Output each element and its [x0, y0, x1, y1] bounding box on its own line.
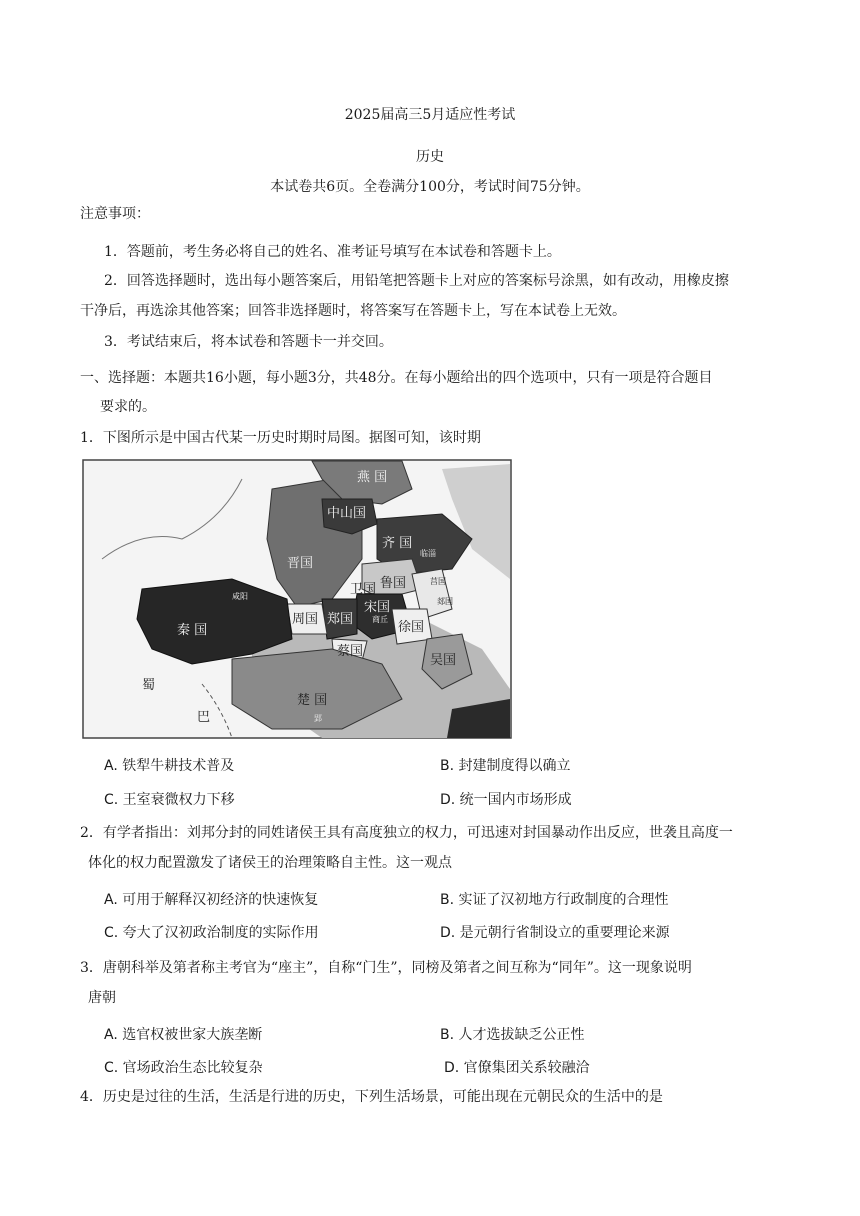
map-label-song: 宋国 — [364, 600, 391, 615]
map-label-yan: 燕 国 — [357, 470, 388, 485]
notice-heading: 注意事项： — [80, 206, 150, 222]
question-stem: 1．下图所示是中国古代某一历史时期时局图。据图可知，该时期 — [80, 430, 481, 446]
question-stem: 体化的权力配置激发了诸侯王的治理策略自主性。这一观点 — [88, 855, 452, 871]
option-a[interactable]: A. 铁犁牛耕技术普及 — [104, 758, 235, 774]
notice-item: 干净后，再选涂其他答案；回答非选择题时，将答案写在答题卡上，写在本试卷上无效。 — [80, 303, 626, 319]
map-label-ju: 莒国 — [430, 577, 446, 586]
map-label-chu: 楚 国 — [297, 693, 328, 708]
exam-info: 本试卷共6页。全卷满分100分，考试时间75分钟。 — [270, 179, 590, 195]
question-stem: 唐朝 — [88, 990, 116, 1006]
map-label-ying: 郢 — [314, 714, 322, 723]
map-label-jin: 晋国 — [287, 556, 314, 571]
option-c[interactable]: C. 王室衰微权力下移 — [104, 792, 235, 808]
map-label-shu: 蜀 — [142, 678, 156, 693]
option-c[interactable]: C. 夸大了汉初政治制度的实际作用 — [104, 925, 319, 941]
map-label-qin: 秦 国 — [177, 623, 208, 638]
option-b[interactable]: B. 人才选拔缺乏公正性 — [440, 1027, 585, 1043]
subject-title: 历史 — [416, 149, 444, 165]
map-label-ba: 巴 — [197, 710, 211, 725]
option-d[interactable]: D. 官僚集团关系较融洽 — [444, 1060, 590, 1076]
option-a[interactable]: A. 可用于解释汉初经济的快速恢复 — [104, 892, 319, 908]
map-label-shangqiu: 商丘 — [372, 615, 388, 624]
question-stem: 4．历史是过往的生活，生活是行进的历史，下列生活场景，可能出现在元朝民众的生活中的是 — [80, 1089, 663, 1105]
historical-map — [82, 459, 512, 739]
map-label-xu: 徐国 — [398, 620, 425, 635]
map-label-wei: 卫国 — [350, 582, 377, 597]
map-label-qi: 齐 国 — [382, 536, 413, 551]
map-label-zhongshan: 中山国 — [327, 506, 367, 521]
map-label-zhou: 周国 — [292, 612, 319, 627]
exam-title: 2025届高三5月适应性考试 — [344, 107, 516, 123]
question-stem: 2．有学者指出：刘邦分封的同姓诸侯王具有高度独立的权力，可迅速对封国暴动作出反应，世袭且高度一 — [80, 825, 733, 841]
notice-item: 3．考试结束后，将本试卷和答题卡一并交回。 — [104, 334, 393, 350]
map-label-tan: 郯国 — [437, 597, 453, 606]
map-label-wu: 吴国 — [430, 653, 457, 668]
map-label-linzi: 临淄 — [420, 549, 436, 558]
map-label-cai: 蔡国 — [337, 644, 364, 659]
section-heading: 要求的。 — [100, 399, 156, 415]
map-label-xianyang: 咸阳 — [232, 592, 248, 601]
section-heading: 一、选择题：本题共16小题，每小题3分，共48分。在每小题给出的四个选项中，只有一项是符合题目 — [80, 370, 713, 386]
option-c[interactable]: C. 官场政治生态比较复杂 — [104, 1060, 263, 1076]
option-b[interactable]: B. 封建制度得以确立 — [440, 758, 571, 774]
option-d[interactable]: D. 统一国内市场形成 — [440, 792, 572, 808]
option-a[interactable]: A. 选官权被世家大族垄断 — [104, 1027, 263, 1043]
notice-item: 2．回答选择题时，选出每小题答案后，用铅笔把答题卡上对应的答案标号涂黑，如有改动，用橡皮擦 — [104, 273, 729, 289]
option-b[interactable]: B. 实证了汉初地方行政制度的合理性 — [440, 892, 669, 908]
map-label-lu: 鲁国 — [380, 576, 407, 591]
question-stem: 3．唐朝科举及第者称主考官为“座主”，自称“门生”，同榜及第者之间互称为“同年”。这一现象说明 — [80, 960, 692, 976]
notice-item: 1．答题前，考生务必将自己的姓名、准考证号填写在本试卷和答题卡上。 — [104, 244, 561, 260]
map-label-zheng: 郑国 — [327, 612, 354, 627]
option-d[interactable]: D. 是元朝行省制设立的重要理论来源 — [440, 925, 670, 941]
